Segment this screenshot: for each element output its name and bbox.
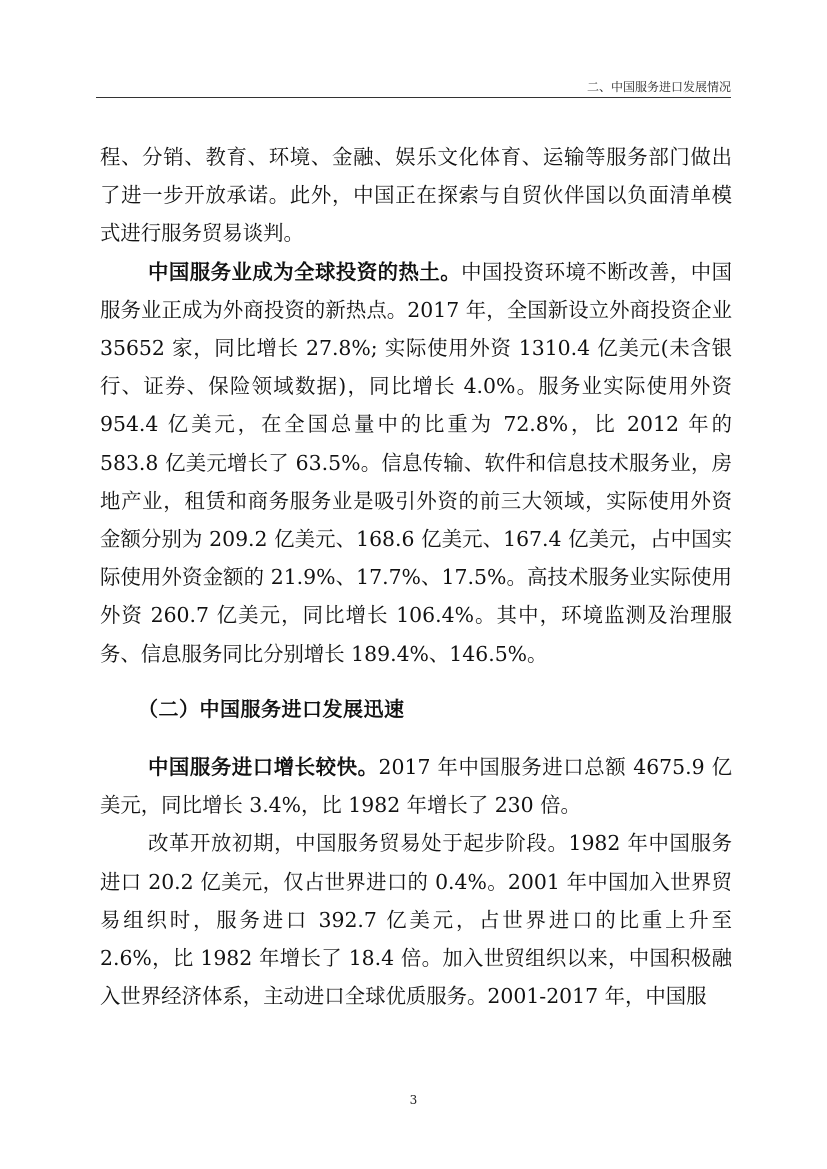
paragraph-text: 中国投资环境不断改善，中国服务业正成为外商投资的新热点。2017 年，全国新设立外商投资企业 35652 家，同比增长 27.8%; 实际使用外资 1310.4 亿美元(未含银行、证券、保险领域数据)，同比增长 4.0%。服务业实际使用外资 954.4 亿美元，在全国总量中的比重为 72.8%，比 2012 年的 583.8 亿美元增长了 63.5%。信息传输、软件和信息技术服务业，房地产业，租赁和商务服务业是吸引外资的前三大领域，实际使用外资金额分别为 209.2 亿美元、168.6 亿美元、167.4 亿美元，占中国实际使用外资金额的 21.9%、17.7%、17.5%。高技术服务业实际使用外资 260.7 亿美元，同比增长 106.4%。其中，环境监测及治理服务、信息服务同比分别增长 189.4%、146.5%。 xyxy=(100,259,733,666)
paragraph-lead: 中国服务进口增长较快。 xyxy=(147,755,379,780)
page-number: 3 xyxy=(409,1093,418,1107)
paragraph-lead: 中国服务业成为全球投资的热土。 xyxy=(147,259,462,284)
paragraph-service-investment xyxy=(100,253,732,673)
paragraph-text: 2017 年中国服务进口总额 4675.9 亿美元，同比增长 3.4%，比 1982 年增长了 230 倍。 xyxy=(100,755,733,818)
paragraph-continued: 程、分销、教育、环境、金融、娱乐文化体育、运输等服务部门做出了进一步开放承诺。此外，中国正在探索与自贸伙伴国以负面清单模式进行服务贸易谈判。 xyxy=(100,145,732,246)
header-divider xyxy=(96,97,731,98)
document-body xyxy=(100,138,732,1015)
running-header: 二、中国服务进口发展情况 xyxy=(586,80,731,94)
paragraph-reform-history: 改革开放初期，中国服务贸易处于起步阶段。1982 年中国服务进口 20.2 亿美元，仅占世界进口的 0.4%。2001 年中国加入世界贸易组织时，服务进口 392.7 亿美元，占世界进口的比重上升至 2.6%，比 1982 年增长了 18.4 倍。加入世贸组织以来，中国积极融入世界经济体系，主动进口全球优质服务。2001-2017 年，中国服 xyxy=(100,831,732,1009)
section-heading: （二）中国服务进口发展迅速 xyxy=(138,696,405,721)
paragraph-import-growth xyxy=(100,748,732,824)
